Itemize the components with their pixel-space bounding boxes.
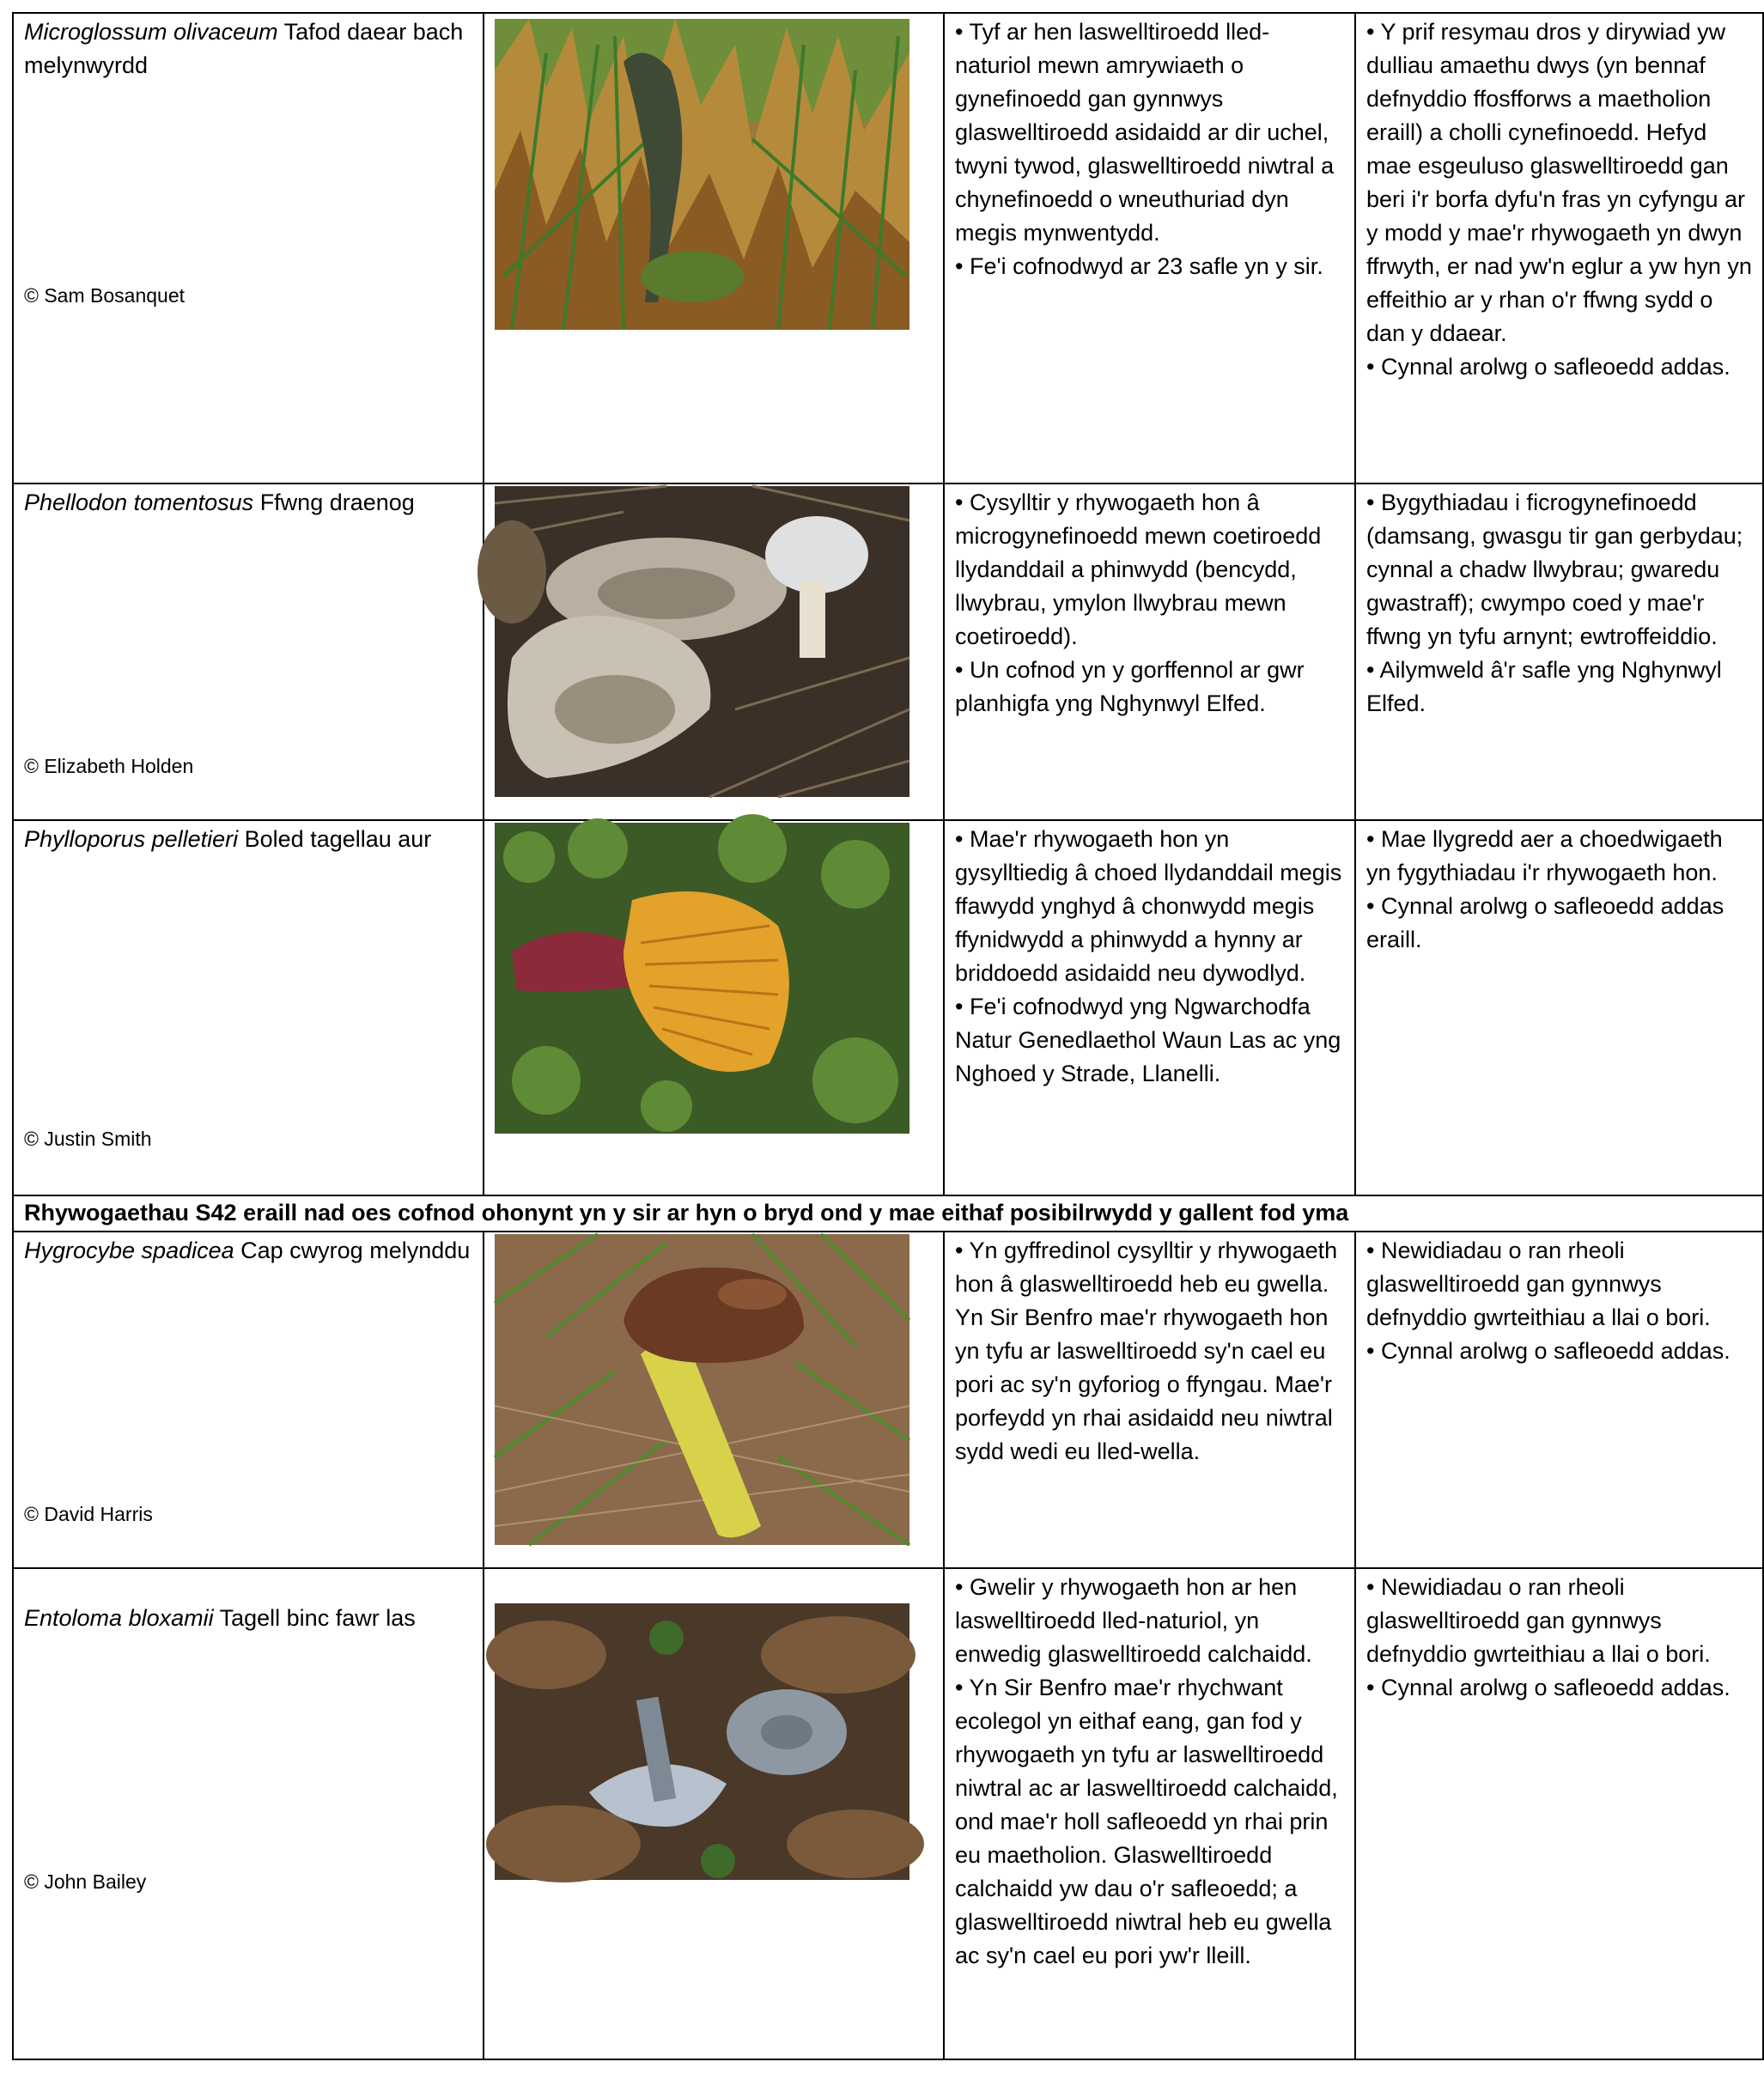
table-row — [13, 1232, 1763, 1568]
species-name-cell — [13, 1232, 484, 1568]
species-name-cell — [13, 820, 484, 1195]
table-row — [13, 484, 1763, 820]
scientific-name: Hygrocybe spadicea — [24, 1238, 234, 1263]
scientific-name: Microglossum olivaceum — [24, 19, 278, 45]
entoloma-photo — [495, 1603, 909, 1880]
habitat-text: • Cysylltir y rhywogaeth hon â microgynefinoedd mewn coetiroedd llydanddail a phinwydd (bencydd, llwybrau, ymylon llwybrau mewn coetiroedd). • Un cofnod yn y gorffennol ar gwr planhigfa yng Nghynwyl Elfed. — [955, 490, 1322, 716]
threats-cell — [1355, 13, 1763, 484]
common-name: Ffwng draenog — [253, 490, 415, 515]
scientific-name: Phellodon tomentosus — [24, 490, 254, 515]
threats-text: • Newidiadau o ran rheoli glaswelltiroedd gan gynnwys defnyddio gwrteithiau a llai o bori. • Cynnal arolwg o safleoedd addas. — [1366, 1574, 1731, 1700]
photo-cell — [484, 820, 944, 1195]
common-name: Tafod daear bach melynwyrdd — [24, 19, 464, 78]
threats-text: • Mae llygredd aer a choedwigaeth yn fygythiadau i'r rhywogaeth hon. • Cynnal arolwg o safleoedd addas eraill. — [1366, 826, 1724, 952]
habitat-cell — [944, 13, 1355, 484]
threats-cell — [1355, 1232, 1763, 1568]
common-name: Tagell binc fawr las — [213, 1605, 416, 1631]
common-name: Boled tagellau aur — [238, 826, 432, 852]
table-row — [13, 1568, 1763, 2059]
photo-cell — [484, 1232, 944, 1568]
photo-credit: © David Harris — [24, 1503, 153, 1525]
species-name-cell — [13, 13, 484, 484]
phellodon-photo — [495, 486, 909, 797]
threats-cell — [1355, 484, 1763, 820]
habitat-text: • Gwelir y rhywogaeth hon ar hen laswelltiroedd lled-naturiol, yn enwedig glaswelltiroedd calchaidd. • Yn Sir Benfro mae'r rhychwant ecolegol yn eithaf eang, gan fod y rhywogaeth yn tyfu ar laswelltiroedd niwtral ac ar laswelltiroedd calchaidd, ond mae'r holl safleoedd yn rhai prin eu maetholion. Glaswelltiroedd calchaidd yw dau o'r safleoedd; a glaswelltiroedd niwtral heb eu gwella ac sy'n cael eu pori yw'r lleill. — [955, 1574, 1338, 1968]
photo-credit: © Sam Bosanquet — [24, 284, 185, 307]
hygrocybe-photo — [495, 1234, 909, 1545]
habitat-cell — [944, 484, 1355, 820]
common-name: Cap cwyrog melynddu — [234, 1238, 471, 1263]
section-heading: Rhywogaethau S42 eraill nad oes cofnod ohonynt yn y sir ar hyn o bryd ond y mae eithaf posibilrwydd y gallent fod yma — [13, 1195, 1763, 1232]
threats-cell — [1355, 820, 1763, 1195]
microglossum-photo — [495, 19, 909, 330]
habitat-cell — [944, 820, 1355, 1195]
table-row — [13, 820, 1763, 1195]
habitat-text: • Yn gyffredinol cysylltir y rhywogaeth hon â glaswelltiroedd heb eu gwella. Yn Sir Benfro mae'r rhywogaeth hon yn tyfu ar laswelltiroedd sy'n cael eu pori ac sy'n gyforiog o ffyngau. Mae'r porfeydd yn rhai asidaidd neu niwtral sydd wedi eu lled-wella. — [955, 1238, 1338, 1464]
habitat-text: • Tyf ar hen laswelltiroedd lled-naturiol mewn amrywiaeth o gynefinoedd gan gynnwys glaswelltiroedd asidaidd ar dir uchel, twyni tywod, glaswelltiroedd niwtral a chynefinoedd o wneuthuriad dyn megis mynwentydd. • Fe'i cofnodwyd ar 23 safle yn y sir. — [955, 19, 1335, 279]
species-name-cell — [13, 1568, 484, 2059]
species-name-cell — [13, 484, 484, 820]
photo-credit: © John Bailey — [24, 1870, 147, 1893]
photo-credit: © Justin Smith — [24, 1128, 152, 1150]
habitat-cell — [944, 1568, 1355, 2059]
species-table-page — [12, 12, 1752, 2060]
threats-text: • Newidiadau o ran rheoli glaswelltiroedd gan gynnwys defnyddio gwrteithiau a llai o bori. • Cynnal arolwg o safleoedd addas. — [1366, 1238, 1731, 1364]
habitat-cell — [944, 1232, 1355, 1568]
photo-credit: © Elizabeth Holden — [24, 755, 194, 777]
threats-text: • Y prif resymau dros y dirywiad yw dulliau amaethu dwys (yn bennaf defnyddio ffosfforws a maetholion eraill) a cholli cynefinoedd. Hefyd mae esgeuluso glaswelltiroedd gan beri i'r borfa dyfu'n fras yn cyfyngu ar y modd y mae'r rhywogaeth yn dwyn ffrwyth, er nad yw'n eglur a yw hyn yn effeithio ar y rhan o'r ffwng sydd o dan y ddaear. • Cynnal arolwg o safleoedd addas. — [1366, 19, 1752, 380]
photo-cell — [484, 1568, 944, 2059]
section-heading-row — [13, 1195, 1763, 1232]
scientific-name: Phylloporus pelletieri — [24, 826, 239, 852]
threats-text: • Bygythiadau i ficrogynefinoedd (damsang, gwasgu tir gan gerbydau; cynnal a chadw llwybrau; gwaredu gwastraff); cwympo coed y mae'r ffwng yn tyfu arnynt; ewtroffeiddio. • Ailymweld â'r safle yng Nghynwyl Elfed. — [1366, 490, 1743, 716]
photo-cell — [484, 484, 944, 820]
species-table — [12, 12, 1764, 2060]
phylloporus-photo — [495, 823, 909, 1134]
scientific-name: Entoloma bloxamii — [24, 1605, 214, 1631]
threats-cell — [1355, 1568, 1763, 2059]
table-row — [13, 13, 1763, 484]
habitat-text: • Mae'r rhywogaeth hon yn gysylltiedig â choed llydanddail megis ffawydd ynghyd â chonwydd megis ffynidwydd a phinwydd a hynny ar briddoedd asidaidd neu dywodlyd. • Fe'i cofnodwyd yng Ngwarchodfa Natur Genedlaethol Waun Las ac yng Nghoed y Strade, Llanelli. — [955, 826, 1342, 1086]
photo-cell — [484, 13, 944, 484]
